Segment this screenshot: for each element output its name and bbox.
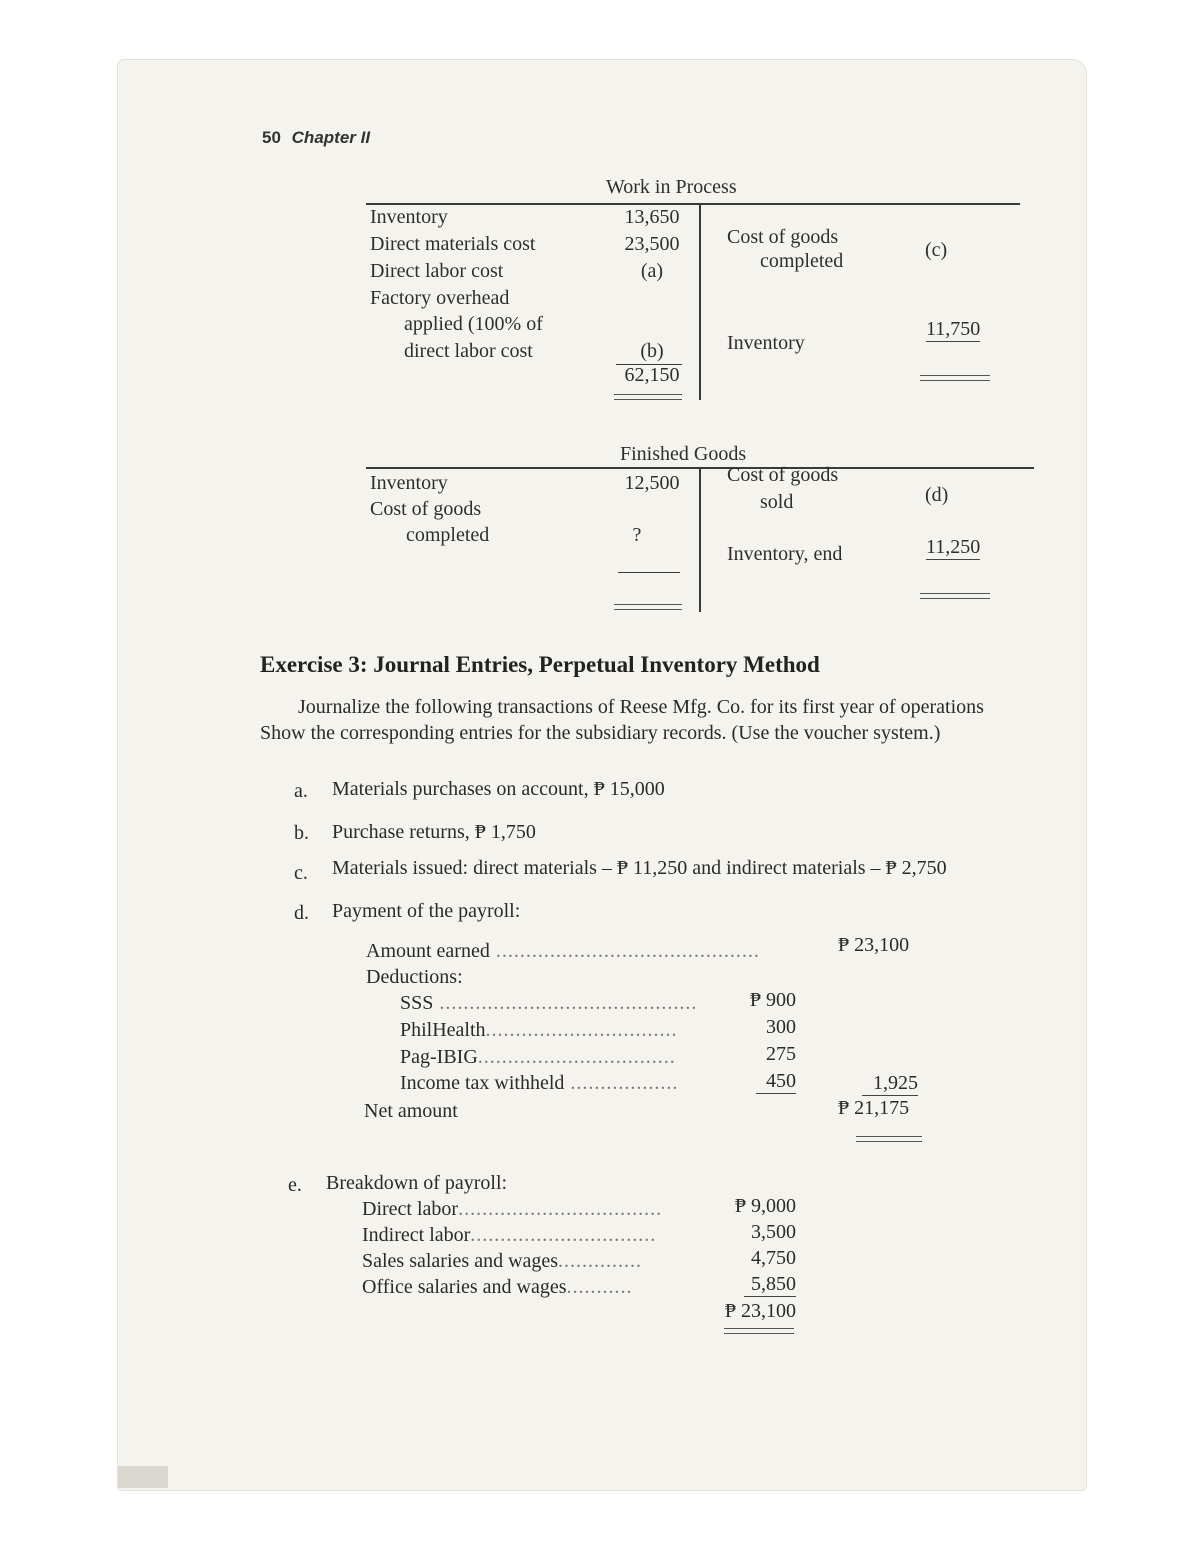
wip-debit-label: Direct materials cost (370, 233, 536, 255)
breakdown-amount: 3,500 (751, 1221, 796, 1243)
breakdown-amount: 5,850 (744, 1273, 796, 1297)
deduction-amount: 275 (766, 1043, 796, 1065)
wip-debit-label: applied (100% of (404, 313, 543, 335)
fg-account-title: Finished Goods (620, 443, 747, 465)
wip-credit-amount: 11,750 (926, 318, 981, 340)
deduction-label: Pag-IBIG................................. (400, 1046, 676, 1068)
breakdown-amount: 4,750 (751, 1247, 796, 1269)
chapter-label: Chapter II (291, 128, 371, 147)
fg-center-rule (699, 468, 701, 612)
item-text: Materials purchases on account, ₱ 15,000 (332, 778, 665, 800)
page-binding-edge (118, 1466, 168, 1488)
fg-debit-label: Inventory (370, 472, 448, 494)
exercise-instruction: Journalize the following transactions of Reese Mfg. Co. for its first year of operations (298, 696, 984, 718)
deduction-label: SSS ........................................... (400, 992, 698, 1014)
net-double-rule (856, 1136, 922, 1142)
fg-credit-double-rule (920, 593, 990, 599)
wip-debit-amount: (b) (640, 340, 664, 362)
wip-debit-label: Factory overhead (370, 287, 510, 309)
breakdown-amount: ₱ 9,000 (734, 1195, 796, 1217)
fg-credit-label: Cost of goods (727, 464, 839, 486)
wip-debit-double-rule (614, 394, 682, 400)
fg-debit-double-rule (614, 604, 682, 610)
wip-account-title: Work in Process (606, 176, 737, 198)
wip-credit-amount: (c) (925, 239, 948, 261)
deduction-label: PhilHealth................................ (400, 1019, 678, 1041)
wip-center-rule (699, 204, 701, 400)
page-number: 50 (262, 128, 281, 147)
deductions-total: 1,925 (862, 1072, 918, 1096)
deduction-amount: 300 (766, 1016, 796, 1038)
exercise-title: Exercise 3: Journal Entries, Perpetual Inventory Method (260, 652, 820, 677)
breakdown-label: Office salaries and wages........... (362, 1276, 633, 1298)
breakdown-label: Sales salaries and wages.............. (362, 1250, 643, 1272)
wip-credit-label: Cost of goods (727, 226, 839, 248)
fg-debit-amount: ? (632, 524, 642, 546)
item-letter: a. (294, 780, 308, 802)
fg-debit-label: completed (406, 524, 490, 546)
wip-debit-label: direct labor cost (404, 340, 533, 362)
breakdown-total: ₱ 23,100 (724, 1300, 796, 1322)
item-text: Payment of the payroll: (332, 900, 521, 922)
breakdown-double-rule (724, 1328, 794, 1334)
fg-debit-label: Cost of goods (370, 498, 482, 520)
fg-credit-label: Inventory, end (727, 543, 843, 565)
page-header (262, 128, 370, 148)
wip-debit-amount: 23,500 (624, 233, 680, 255)
deduction-label: Income tax withheld .................. (400, 1072, 679, 1094)
fg-credit-amount: 11,250 (926, 536, 981, 558)
fg-debit-amount: 12,500 (624, 472, 680, 494)
breakdown-label: Indirect labor............................... (362, 1224, 657, 1246)
wip-debit-amount: 13,650 (624, 206, 680, 228)
deductions-label: Deductions: (366, 966, 463, 988)
deduction-amount: ₱ 900 (749, 989, 796, 1011)
amount-earned-label: Amount earned ............................................ (366, 940, 760, 962)
deduction-amount: 450 (756, 1070, 796, 1094)
amount-earned-value: ₱ 23,100 (838, 934, 910, 956)
wip-credit-label: completed (760, 250, 844, 272)
breakdown-label: Direct labor.................................. (362, 1198, 663, 1220)
item-text: Materials issued: direct materials – ₱ 11,250 and indirect materials – ₱ 2,750 (332, 857, 947, 879)
wip-top-rule (366, 203, 1020, 205)
fg-subtotal-rule (618, 572, 680, 573)
fg-credit-label: sold (760, 491, 794, 513)
wip-debit-label: Inventory (370, 206, 448, 228)
wip-debit-amount: (a) (640, 260, 664, 282)
item-letter: c. (294, 862, 308, 884)
net-amount-value: ₱ 21,175 (838, 1097, 910, 1119)
wip-credit-double-rule (920, 375, 990, 381)
wip-credit-label: Inventory (727, 332, 805, 354)
item-letter: b. (294, 822, 309, 844)
item-letter: e. (288, 1174, 302, 1196)
wip-debit-total: 62,150 (624, 364, 680, 386)
item-letter: d. (294, 902, 309, 924)
exercise-instruction: Show the corresponding entries for the subsidiary records. (Use the voucher system.) (260, 722, 941, 744)
breakdown-title: Breakdown of payroll: (326, 1172, 508, 1194)
wip-debit-label: Direct labor cost (370, 260, 504, 282)
net-amount-label: Net amount (364, 1100, 458, 1122)
fg-credit-amount: (d) (925, 484, 949, 506)
item-text: Purchase returns, ₱ 1,750 (332, 821, 536, 843)
